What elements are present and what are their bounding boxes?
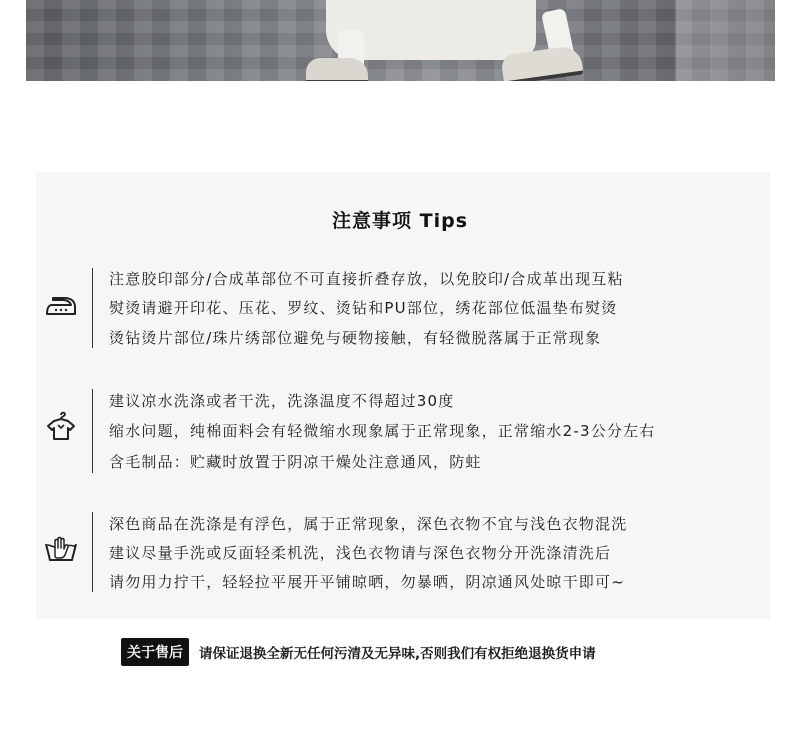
tip-line: 建议凉水洗涤或者干洗，洗涤温度不得超过30度 bbox=[109, 392, 455, 410]
tip-line: 深色商品在洗涤是有浮色，属于正常现象，深色衣物不宜与浅色衣物混洗 bbox=[109, 515, 628, 533]
hanger-shirt-icon bbox=[44, 409, 78, 443]
photo-light bbox=[676, 0, 775, 81]
tip-line: 请勿用力拧干，轻轻拉平展开平铺晾晒，勿暴晒，阴凉通风处晾干即可~ bbox=[109, 573, 625, 591]
tip-line: 熨烫请避开印花、压花、罗纹、烫钻和PU部位，绣花部位低温垫布熨烫 bbox=[109, 299, 618, 317]
photo-sneaker-left bbox=[306, 58, 368, 81]
after-sales-badge: 关于售后 bbox=[121, 638, 189, 666]
tip-line: 烫钻烫片部位/珠片绣部位避免与硬物接触，有轻微脱落属于正常现象 bbox=[109, 329, 602, 347]
hand-wash-icon bbox=[44, 532, 78, 566]
tip-line: 建议尽量手洗或反面轻柔机洗，浅色衣物请与深色衣物分开洗涤清洗后 bbox=[109, 544, 612, 562]
tip-line: 注意胶印部分/合成革部位不可直接折叠存放，以免胶印/合成革出现互粘 bbox=[109, 270, 624, 288]
tips-title: 注意事项 Tips bbox=[332, 210, 468, 232]
iron-icon bbox=[44, 289, 78, 323]
section-divider bbox=[92, 389, 93, 473]
after-sales-text: 请保证退换全新无任何污清及无异味,否则我们有权拒绝退换货申请 bbox=[199, 646, 596, 662]
after-sales-note bbox=[121, 638, 596, 666]
tip-line: 含毛制品：贮藏时放置于阴凉干燥处注意通风，防蛀 bbox=[109, 453, 482, 471]
section-divider bbox=[92, 512, 93, 592]
section-divider bbox=[92, 268, 93, 348]
tip-line: 缩水问题，纯棉面料会有轻微缩水现象属于正常现象，正常缩水2-3公分左右 bbox=[109, 422, 656, 440]
product-photo bbox=[26, 0, 775, 81]
